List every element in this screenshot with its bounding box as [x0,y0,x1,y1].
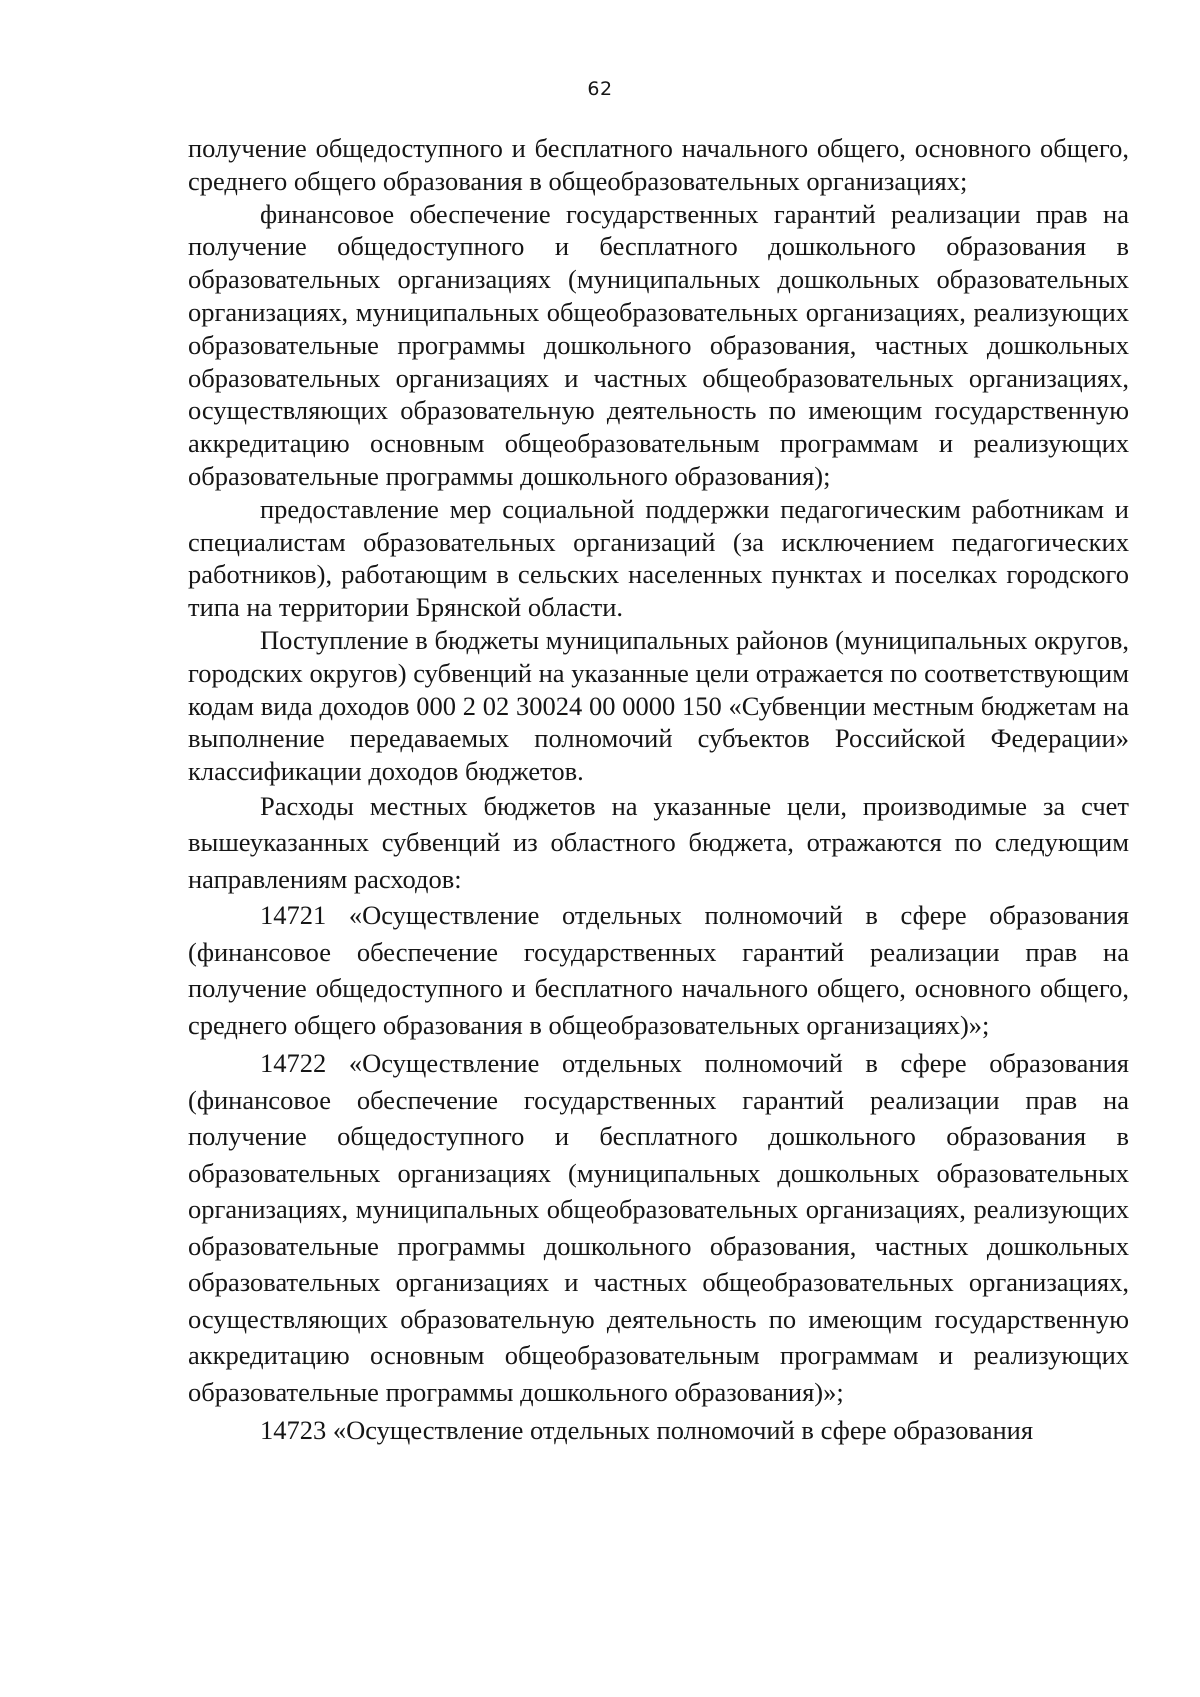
paragraph-social-support-measures: предоставление мер социальной поддержки педагогическим работникам и специалистам образовательных организаций (за исключением педагогических работников), работающим в сельских населенных пунктах и поселках городского типа на территории Брянской области. [188,493,1129,623]
paragraph-subvention-income-codes: Поступление в бюджеты муниципальных районов (муниципальных округов, городских округов) субвенций на указанные цели отражается по соответствующим кодам вида доходов 000 2 02 30024 00 0000 150 «Субвенции местным бюджетам на выполнение передаваемых полномочий субъектов Российской Федерации» классификации доходов бюджетов. [188,624,1129,787]
paragraph-local-budget-expenses: Расходы местных бюджетов на указанные цели, производимые за счет вышеуказанных субвенций из областного бюджета, отражаются по следующим направлениям расходов: [188,790,1129,894]
paragraph-preschool-guarantees: финансовое обеспечение государственных гарантий реализации прав на получение общедоступного и бесплатного дошкольного образования в образовательных организациях (муниципальных дошкольных образовательных организациях, муниципальных общеобразовательных организациях, реализующих образовательные программы дошкольного образования, частных дошкольных образовательных организациях и частных общеобразовательных организациях, осуществляющих образовательную деятельность по имеющим государственную аккредитацию основным общеобразовательным программам и реализующих образовательные программы дошкольного образования); [188,198,1129,491]
paragraph-code-14723: 14723 «Осуществление отдельных полномочий в сфере образования [260,1415,1034,1446]
document-body [188,132,1129,1449]
paragraph-code-14721: 14721 «Осуществление отдельных полномочий в сфере образования (финансовое обеспечение государственных гарантий реализации прав на получение общедоступного и бесплатного начального общего, основного общего, среднего общего образования в общеобразовательных организациях)»; [188,900,1129,1040]
page-number: 62 [587,78,613,100]
paragraph-education-general-continued: получение общедоступного и бесплатного начального общего, основного общего, среднего общего образования в общеобразовательных организациях; [188,133,1129,196]
paragraph-code-14722: 14722 «Осуществление отдельных полномочий в сфере образования (финансовое обеспечение государственных гарантий реализации прав на получение общедоступного и бесплатного дошкольного образования в образовательных организациях (муниципальных дошкольных образовательных организациях, муниципальных общеобразовательных организациях, реализующих образовательные программы дошкольного образования, частных дошкольных образовательных организациях и частных общеобразовательных организациях, осуществляющих образовательную деятельность по имеющим государственную аккредитацию основным общеобразовательным программам и реализующих образовательные программы дошкольного образования)»; [188,1048,1129,1407]
